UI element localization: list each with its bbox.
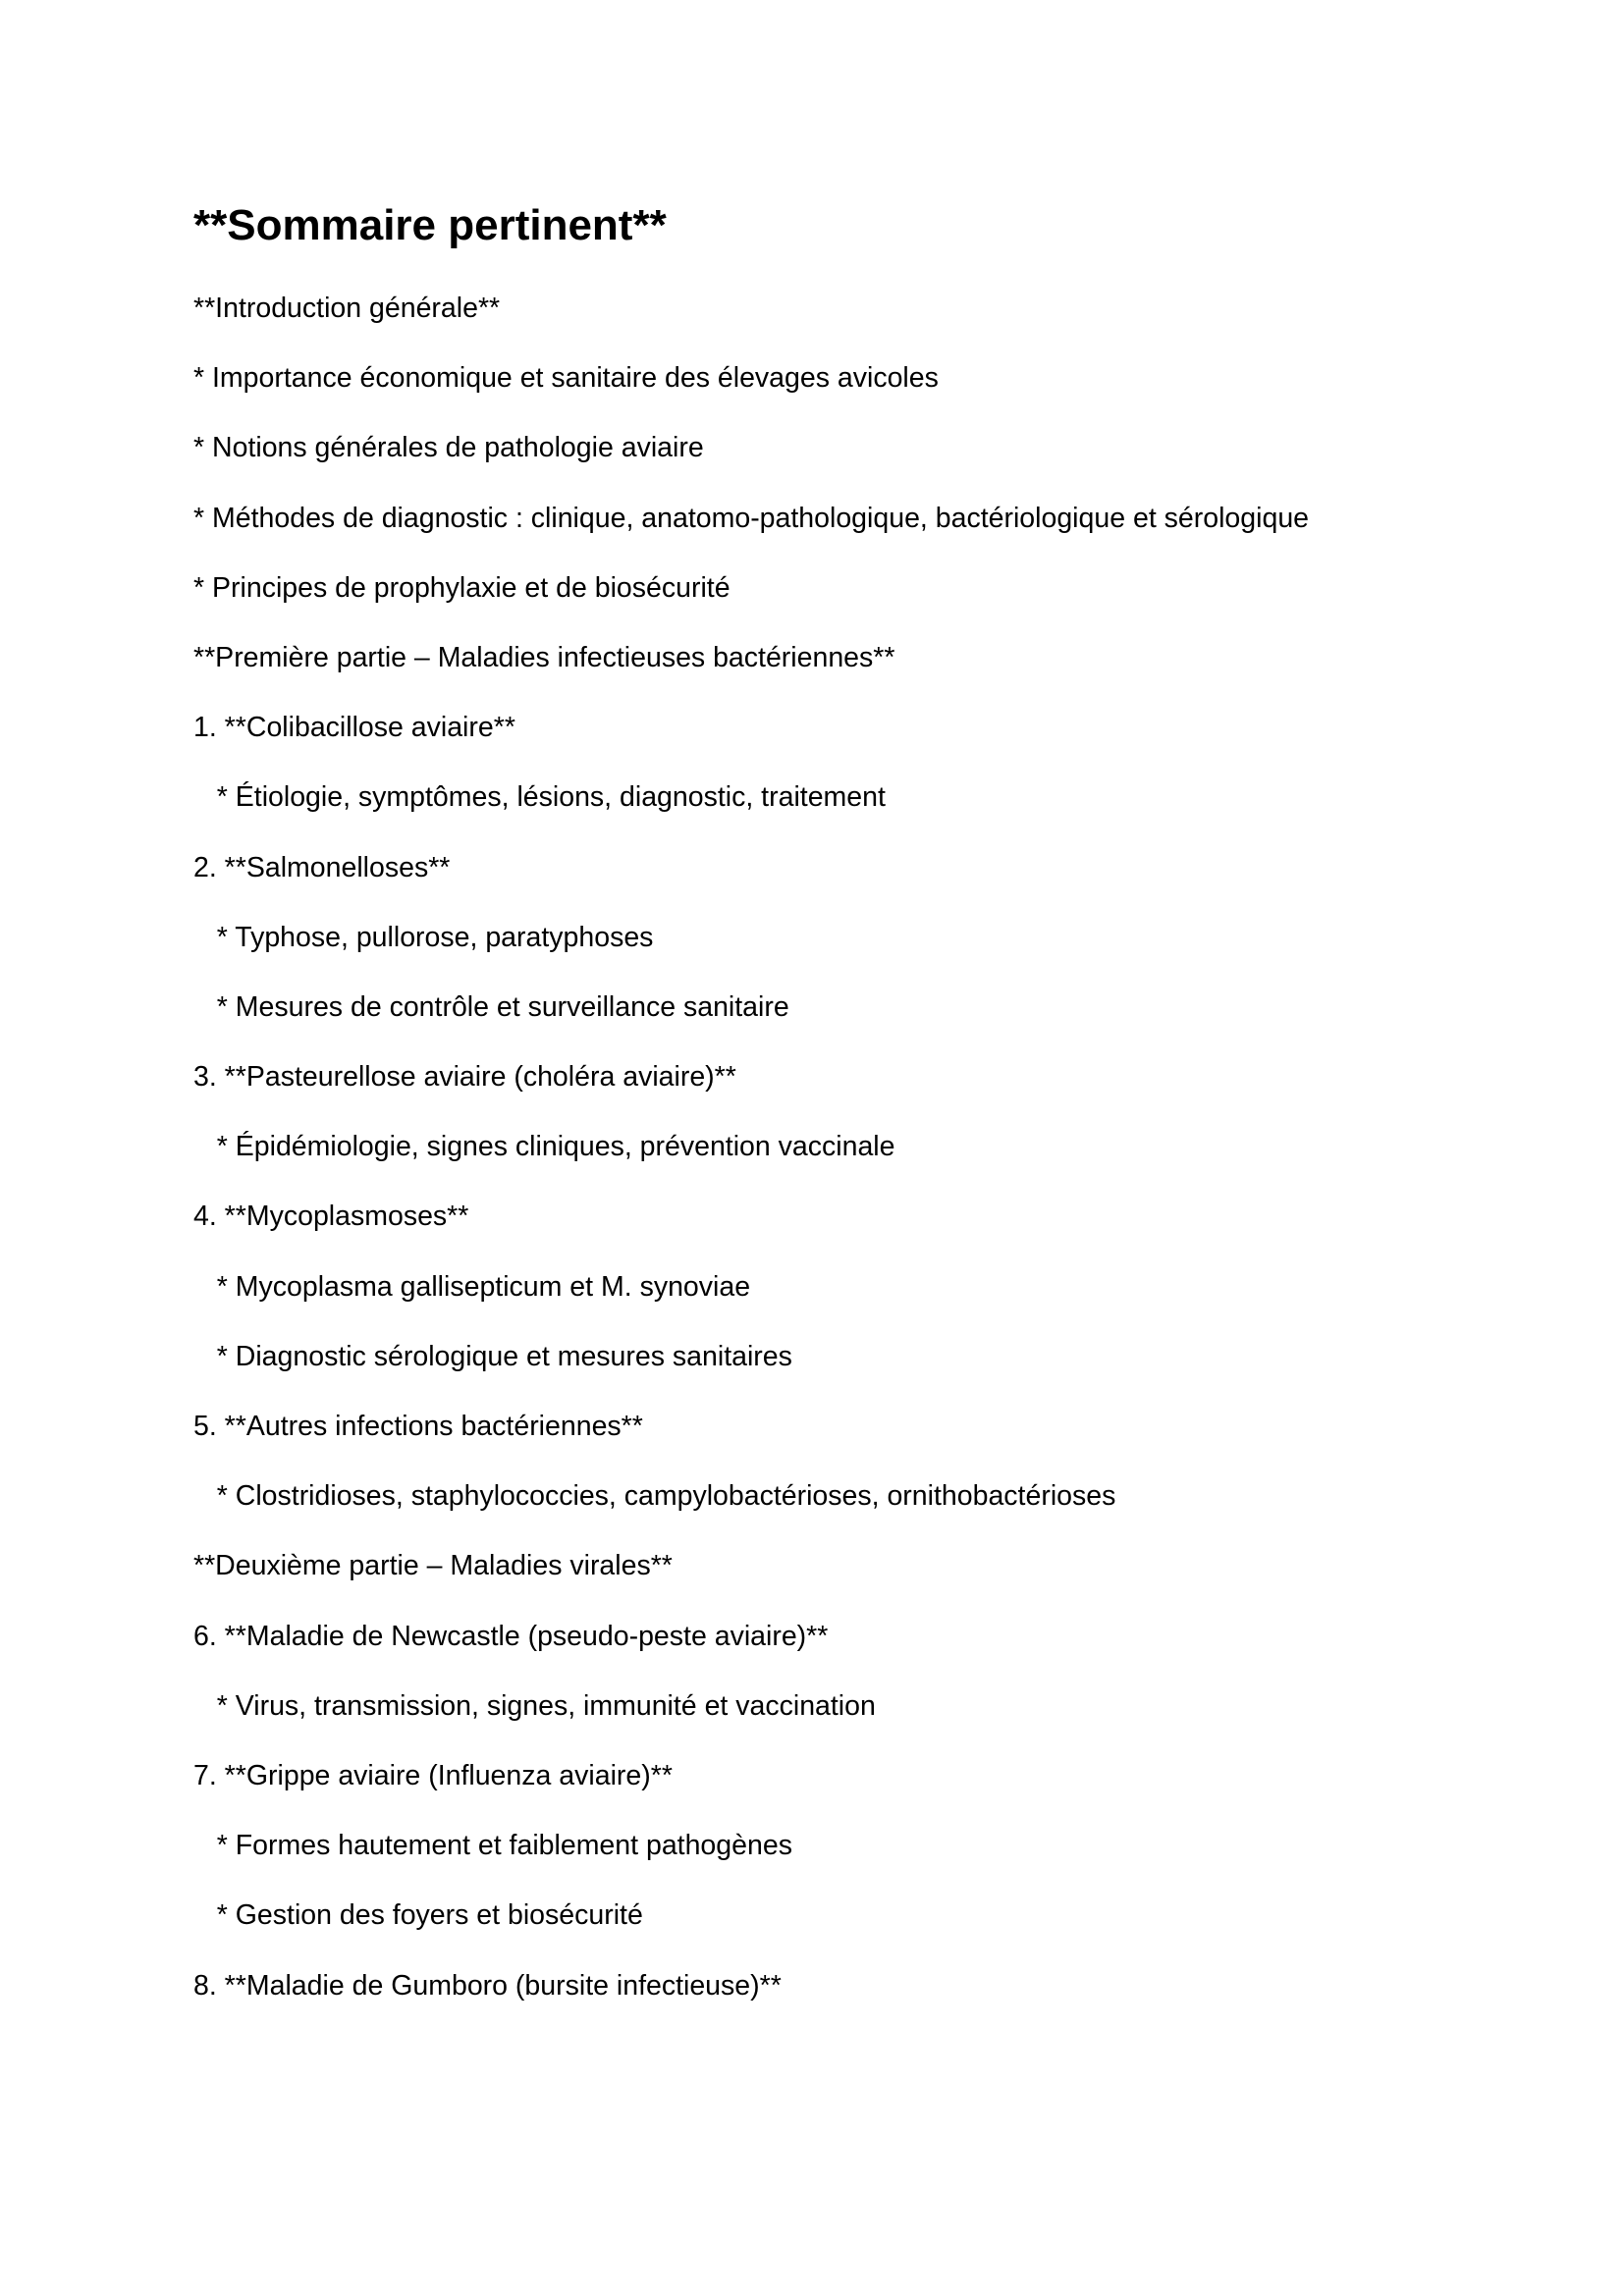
list-item: * Virus, transmission, signes, immunité et vaccination <box>193 1689 876 1722</box>
list-item: * Diagnostic sérologique et mesures sanitaires <box>193 1340 792 1372</box>
list-item: * Clostridioses, staphylococcies, campylobactérioses, ornithobactérioses <box>193 1480 1116 1513</box>
list-item: * Mycoplasma gallisepticum et M. synoviae <box>193 1270 751 1303</box>
page-title: **Sommaire pertinent** <box>193 201 667 249</box>
list-item: 2. **Salmonelloses** <box>193 851 451 883</box>
list-item: * Principes de prophylaxie et de biosécurité <box>193 571 731 604</box>
list-item: * Notions générales de pathologie aviaire <box>193 432 704 464</box>
list-item: 8. **Maladie de Gumboro (bursite infectieuse)** <box>193 1969 782 2002</box>
list-item: 3. **Pasteurellose aviaire (choléra aviaire)** <box>193 1061 736 1094</box>
list-item: 5. **Autres infections bactériennes** <box>193 1411 643 1442</box>
list-item: 1. **Colibacillose aviaire** <box>193 712 515 744</box>
list-item: * Méthodes de diagnostic : clinique, anatomo-pathologique, bactériologique et sérologique <box>193 502 1310 534</box>
list-item: 7. **Grippe aviaire (Influenza aviaire)** <box>193 1759 673 1791</box>
list-item: * Mesures de contrôle et surveillance sanitaire <box>193 990 789 1023</box>
list-item: * Gestion des foyers et biosécurité <box>193 1899 643 1932</box>
list-item: **Introduction générale** <box>193 293 501 324</box>
list-item: * Importance économique et sanitaire des élevages avicoles <box>193 362 939 395</box>
list-item: 4. **Mycoplasmoses** <box>193 1201 469 1233</box>
list-item: **Première partie – Maladies infectieuses bactériennes** <box>193 641 895 673</box>
list-item: 6. **Maladie de Newcastle (pseudo-peste aviaire)** <box>193 1620 829 1652</box>
list-item: * Étiologie, symptômes, lésions, diagnostic, traitement <box>193 781 886 814</box>
list-item: **Deuxième partie – Maladies virales** <box>193 1550 673 1582</box>
list-item: * Formes hautement et faiblement pathogènes <box>193 1830 792 1862</box>
summary-list <box>193 286 1309 2033</box>
list-item: * Épidémiologie, signes cliniques, prévention vaccinale <box>193 1131 895 1163</box>
list-item: * Typhose, pullorose, paratyphoses <box>193 921 654 953</box>
